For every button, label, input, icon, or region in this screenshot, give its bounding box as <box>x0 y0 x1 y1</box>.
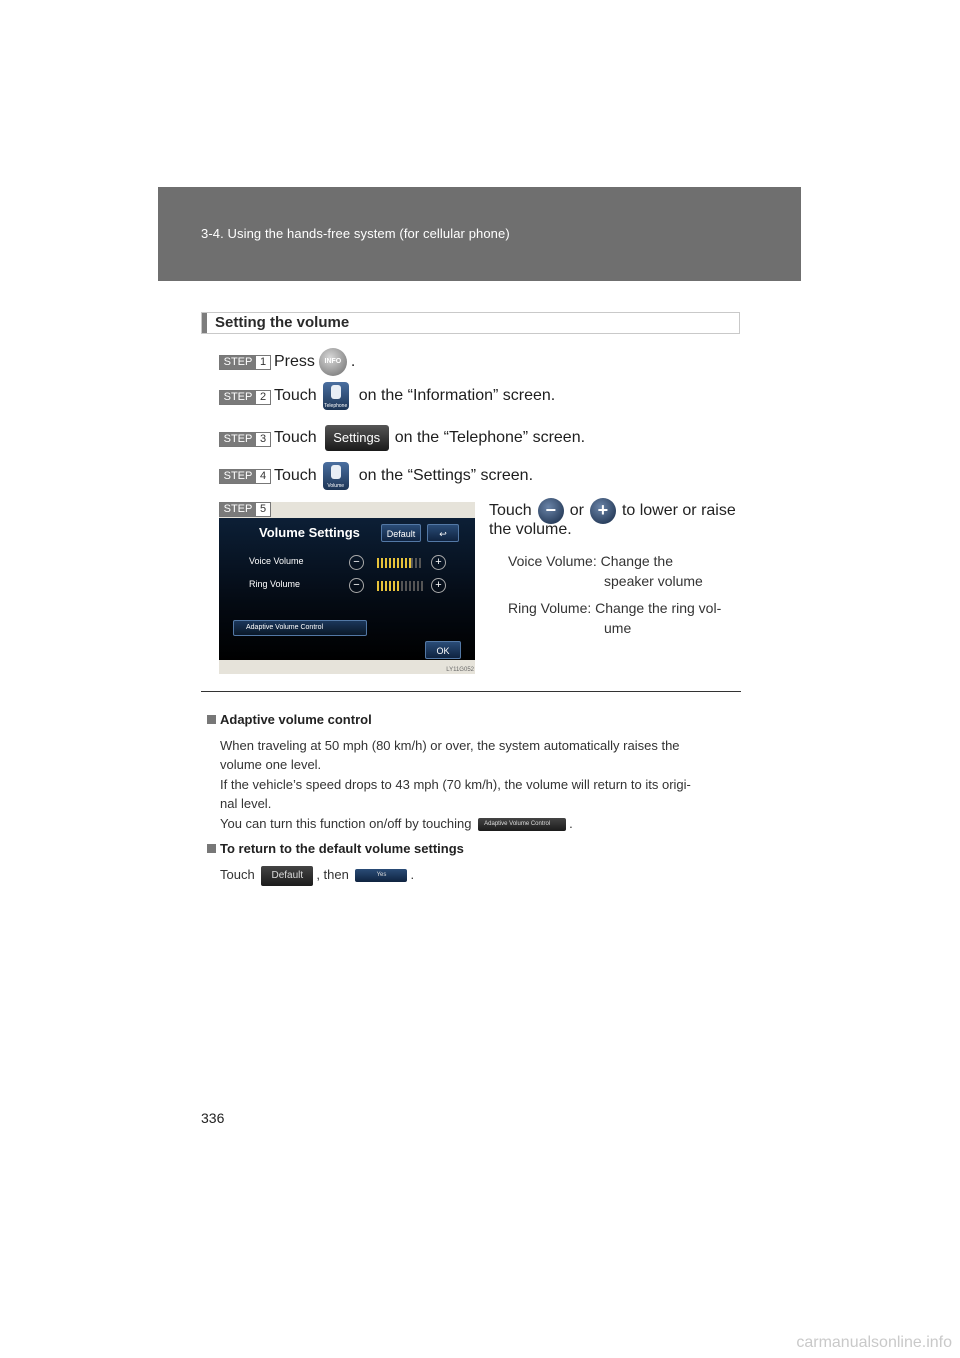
screen-display <box>219 518 475 660</box>
minus-icon: − <box>538 498 564 524</box>
ring-level-bars <box>377 581 401 591</box>
screen-ok-button: OK <box>425 641 461 659</box>
watermark: carmanualsonline.info <box>796 1334 952 1351</box>
step-5-text-cont: the volume. <box>489 521 572 538</box>
bullet-square-icon <box>207 844 216 853</box>
screen-adaptive-button: Adaptive Volume Control <box>233 620 367 636</box>
ring-plus-icon: + <box>431 578 446 593</box>
voice-minus-icon: − <box>349 555 364 570</box>
plus-icon: + <box>590 498 616 524</box>
note-default-title: To return to the default volume settings <box>207 841 464 856</box>
chapter-title: 3-4. Using the hands-free system (for cellular phone) <box>201 226 510 241</box>
ring-volume-desc-1: Ring Volume: Change the ring vol- <box>508 600 722 616</box>
chapter-header <box>158 187 801 281</box>
step-badge-2: STEP 2 <box>219 390 271 405</box>
info-button-icon: INFO <box>319 348 347 376</box>
voice-volume-desc-2: speaker volume <box>604 573 703 589</box>
screen-title: Volume Settings <box>259 525 360 540</box>
voice-volume-label: Voice Volume <box>249 556 304 566</box>
default-button-image: Default <box>261 866 313 886</box>
note-adaptive-body: When traveling at 50 mph (80 km/h) or over, the system automatically raises the volume one level. If the vehicle’s speed drops to 43 mph (70 km/h), the volume will return to its origi- nal level. You can turn this function on/off by touching Adaptive Volume Control . <box>220 738 691 831</box>
step-2-text: Touch Telephone on the “Information” screen. <box>274 382 555 410</box>
volume-settings-screenshot <box>219 502 475 674</box>
note-adaptive-title: Adaptive volume control <box>207 712 372 727</box>
ring-minus-icon: − <box>349 578 364 593</box>
yes-button-image: Yes <box>355 869 407 882</box>
voice-level-bars <box>377 558 411 568</box>
step-3-text: Touch Settings on the “Telephone” screen. <box>274 425 585 451</box>
page-number: 336 <box>201 1110 225 1126</box>
step-4-text: Touch Volume on the “Settings” screen. <box>274 462 533 490</box>
adaptive-volume-button-image: Adaptive Volume Control <box>478 818 566 831</box>
volume-icon: Volume <box>323 462 349 490</box>
bullet-square-icon <box>207 715 216 724</box>
note-default-body: Touch Default , then Yes . <box>220 865 736 886</box>
figure-code: LY11G052 <box>446 667 474 673</box>
telephone-icon: Telephone <box>323 382 349 410</box>
ring-volume-desc-2: ume <box>604 620 632 636</box>
step-5-text: Touch − or + to lower or raise <box>489 498 736 524</box>
step-badge-1: STEP 1 <box>219 355 271 370</box>
ring-volume-label: Ring Volume <box>249 579 301 589</box>
screen-default-button: Default <box>381 524 421 542</box>
voice-volume-desc-1: Voice Volume: Change the <box>508 553 674 569</box>
settings-button-image: Settings <box>325 425 389 451</box>
divider <box>201 691 741 692</box>
section-accent <box>202 313 207 333</box>
section-heading <box>201 312 740 334</box>
voice-plus-icon: + <box>431 555 446 570</box>
screen-back-button: ↩ <box>427 524 459 542</box>
section-title: Setting the volume <box>215 314 350 331</box>
step-badge-4: STEP 4 <box>219 469 271 484</box>
step-badge-5: STEP 5 <box>219 502 271 517</box>
step-badge-3: STEP 3 <box>219 432 271 447</box>
step-1-text: Press INFO . <box>274 348 355 376</box>
